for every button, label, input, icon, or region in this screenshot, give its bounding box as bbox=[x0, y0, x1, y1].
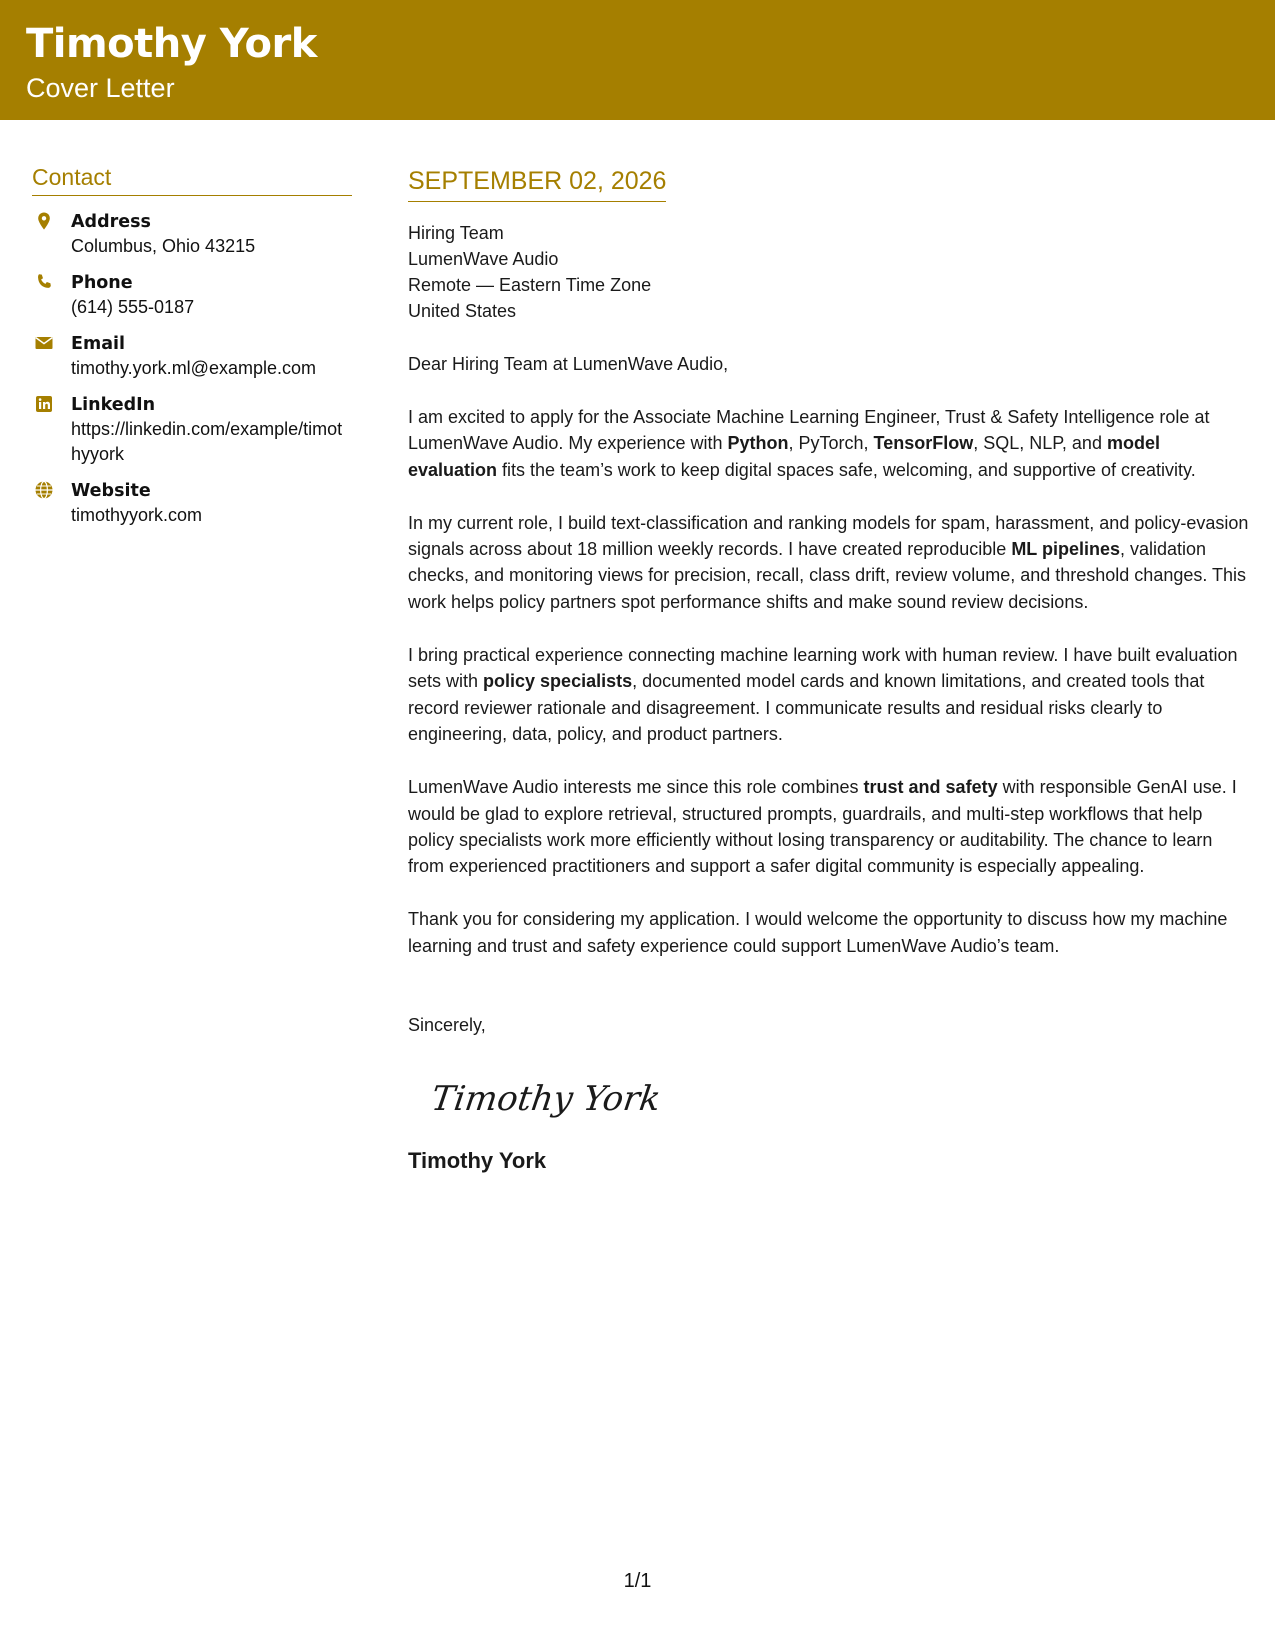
paragraph bbox=[408, 906, 1253, 959]
bold-keyword: policy specialists bbox=[483, 671, 633, 692]
signature bbox=[432, 1068, 672, 1130]
recipient-block bbox=[408, 220, 1253, 324]
recipient-line: Remote — Eastern Time Zone bbox=[408, 275, 652, 295]
paragraph bbox=[408, 774, 1253, 879]
recipient-line: United States bbox=[408, 301, 517, 321]
text-run: with responsible GenAI use. I would be glad to explore retrieval, structured prompts, guardrails, and multi-step workflows that help policy specialists work more efficiently without losing transparency or auditability. The chance to learn from experienced practitioners and support a safer digital community is especially appealing. bbox=[408, 777, 1237, 877]
bold-keyword: trust and safety bbox=[863, 777, 998, 798]
contact-list bbox=[32, 210, 352, 528]
bold-keyword: Python bbox=[727, 433, 789, 454]
contact-email bbox=[32, 332, 352, 381]
contact-label: LinkedIn bbox=[71, 395, 156, 415]
contact-label: Address bbox=[71, 212, 151, 232]
text-run: Thank you for considering my application. I would welcome the opportunity to discuss how my machine learning and trust and safety experience could support LumenWave Audio’s team. bbox=[408, 909, 1228, 956]
applicant-name: Timothy York bbox=[26, 21, 317, 67]
linkedin-icon bbox=[34, 394, 54, 414]
contact-label: Website bbox=[71, 481, 151, 501]
text-run: I am excited to apply for the Associate Machine Learning Engineer, Trust & Safety Intelligence role at LumenWave Audio. My experience with bbox=[408, 407, 1210, 454]
text-run: fits the team’s work to keep digital spaces safe, welcoming, and supportive of creativity. bbox=[497, 459, 1196, 480]
contact-label: Phone bbox=[71, 273, 133, 293]
closing: Sincerely, bbox=[408, 1015, 486, 1036]
text-run: , documented model cards and known limitations, and created tools that record reviewer rationale and disagreement. I communicate results and residual risks clearly to engineering, data, policy, and product partners. bbox=[408, 671, 1205, 744]
contact-address bbox=[32, 210, 352, 259]
recipient-line: LumenWave Audio bbox=[408, 249, 559, 269]
letter-date: SEPTEMBER 02, 2026 bbox=[408, 166, 666, 202]
contact-value: (614) 555-0187 bbox=[71, 297, 195, 317]
letter-body bbox=[408, 166, 1253, 1175]
page-number: 1/1 bbox=[623, 1570, 652, 1592]
document-subtitle: Cover Letter bbox=[26, 73, 175, 103]
globe-icon bbox=[34, 480, 54, 500]
map-pin-icon bbox=[34, 211, 54, 231]
text-run: I bring practical experience connecting machine learning work with human review. I have built evaluation sets with bbox=[408, 645, 1238, 692]
contact-value: timothy.york.ml@example.com bbox=[71, 358, 316, 378]
paragraph bbox=[408, 642, 1253, 747]
envelope-icon bbox=[34, 333, 54, 353]
contact-value: timothyyork.com bbox=[71, 505, 203, 525]
paragraph bbox=[408, 404, 1253, 483]
bold-keyword: ML pipelines bbox=[1011, 539, 1120, 560]
contact-website bbox=[32, 479, 352, 528]
salutation: Dear Hiring Team at LumenWave Audio, bbox=[408, 354, 729, 374]
contact-value: Columbus, Ohio 43215 bbox=[71, 236, 256, 256]
sidebar bbox=[32, 163, 352, 540]
contact-value: https://linkedin.com/example/timothyyork bbox=[71, 419, 343, 464]
signed-name: Timothy York bbox=[408, 1148, 547, 1174]
paragraph bbox=[408, 510, 1253, 615]
text-run: , PyTorch, bbox=[788, 433, 874, 454]
text-run: In my current role, I build text-classification and ranking models for spam, harassment, and policy-evasion signals across about 18 million weekly records. I have created reproducible bbox=[408, 512, 1249, 560]
text-run: , SQL, NLP, and bbox=[973, 433, 1107, 454]
contact-linkedin bbox=[32, 393, 352, 467]
recipient-line: Hiring Team bbox=[408, 223, 504, 243]
text-run: , validation checks, and monitoring views for precision, recall, class drift, review volume, and threshold changes. This work helps policy partners spot performance shifts and make sound review decisions. bbox=[408, 539, 1247, 612]
text-run: LumenWave Audio interests me since this role combines bbox=[408, 777, 864, 798]
phone-icon bbox=[34, 272, 54, 292]
signature-text: Timothy York bbox=[432, 1079, 664, 1120]
bold-keyword: model evaluation bbox=[408, 433, 1160, 480]
contact-heading: Contact bbox=[32, 163, 352, 196]
header-banner bbox=[0, 0, 1275, 120]
bold-keyword: TensorFlow bbox=[873, 433, 974, 454]
contact-phone bbox=[32, 271, 352, 320]
contact-label: Email bbox=[71, 334, 125, 354]
